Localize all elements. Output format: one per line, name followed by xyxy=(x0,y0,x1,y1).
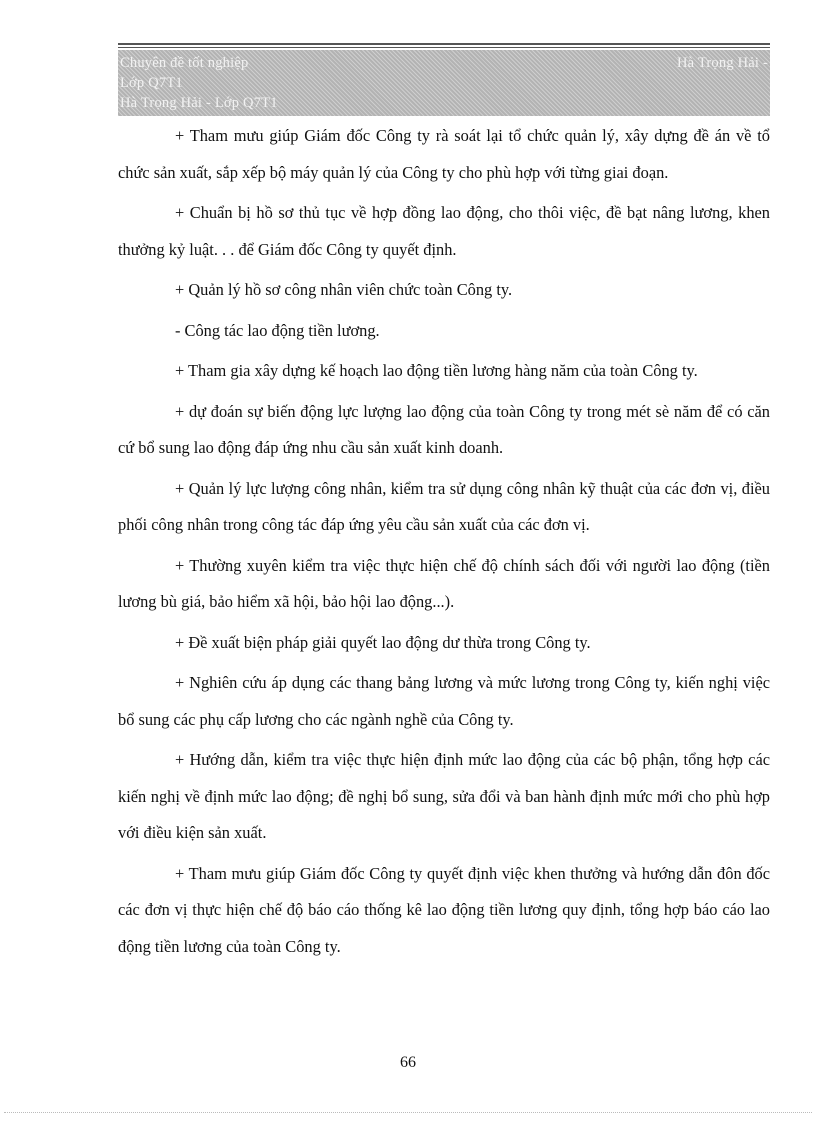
paragraph: + Đề xuất biện pháp giải quyết lao động dư thừa trong Công ty. xyxy=(175,632,591,652)
header-class: Lớp Q7T1 xyxy=(120,75,183,91)
page-bottom-divider xyxy=(4,1112,812,1113)
paragraph: + Tham mưu giúp Giám đốc Công ty rà soát lại tổ chức quản lý, xây dựng đề án về tổ chức sản xuất, sắp xếp bộ máy quản lý của Công ty cho phù hợp với từng giai đoạn. xyxy=(118,126,770,182)
header-rule-top xyxy=(118,43,770,45)
paragraph: + Chuẩn bị hồ sơ thủ tục về hợp đồng lao động, cho thôi việc, đề bạt nâng lương, khen thưởng kỷ luật. . . để Giám đốc Công ty quyết định. xyxy=(118,203,770,259)
section-heading: - Công tác lao động tiền lương. xyxy=(175,320,380,340)
header-author: Hà Trọng Hải - xyxy=(676,55,768,71)
page-number: 66 xyxy=(400,1054,416,1071)
paragraph: + Nghiên cứu áp dụng các thang bảng lương và mức lương trong Công ty, kiến nghị việc bổ sung các phụ cấp lương cho các ngành nghề của Công ty. xyxy=(118,673,770,729)
paragraph: + Tham gia xây dựng kế hoạch lao động tiền lương hàng năm của toàn Công ty. xyxy=(175,361,698,380)
body-text xyxy=(118,118,770,965)
page-header xyxy=(118,50,770,116)
paragraph: + Thường xuyên kiểm tra việc thực hiện chế độ chính sách đối với người lao động (tiền lương bù giá, bảo hiểm xã hội, bảo hội lao động...). xyxy=(118,555,770,611)
paragraph: + Quản lý hồ sơ công nhân viên chức toàn Công ty. xyxy=(175,280,513,299)
paragraph: + Hướng dẫn, kiểm tra việc thực hiện định mức lao động của các bộ phận, tổng hợp các kiến nghị về định mức lao động; đề nghị bổ sung, sửa đổi và ban hành định mức mới cho phù hợp với điều kiện sản xuất. xyxy=(118,750,770,842)
header-document-type: Chuyên đề tốt nghiệp xyxy=(120,55,249,71)
paragraph: + Tham mưu giúp Giám đốc Công ty quyết định việc khen thưởng và hướng dẫn đôn đốc các đơn vị thực hiện chế độ báo cáo thống kê lao động tiền lương quy định, tổng hợp báo cáo lao động tiền lương của toàn Công ty. xyxy=(118,863,770,956)
header-author-class: Hà Trọng Hải - Lớp Q7T1 xyxy=(120,95,278,111)
paragraph: + dự đoán sự biến động lực lượng lao động của toàn Công ty trong mét sè năm để có căn cứ bổ sung lao động đáp ứng nhu cầu sản xuất kinh doanh. xyxy=(118,401,770,457)
paragraph: + Quản lý lực lượng công nhân, kiểm tra sử dụng công nhân kỹ thuật của các đơn vị, điều phối công nhân trong công tác đáp ứng yêu cầu sản xuất của các đơn vị. xyxy=(118,478,770,534)
header-rule-thin xyxy=(118,47,770,48)
